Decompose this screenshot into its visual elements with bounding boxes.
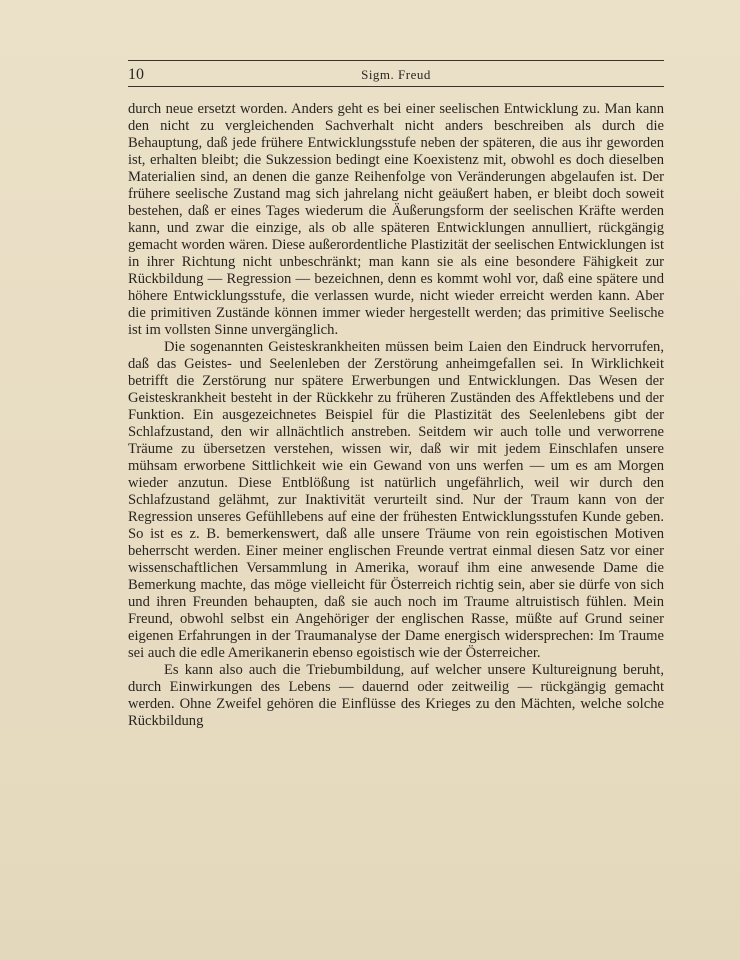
header-rule-top <box>128 60 664 61</box>
page-number: 10 <box>128 66 144 83</box>
running-title: Sigm. Freud <box>361 67 431 82</box>
body-text <box>128 101 664 730</box>
paragraph: Es kann also auch die Triebumbildung, auf welcher unsere Kultureignung beruht, durch Einwirkungen des Lebens — dauernd oder zeitweilig — rückgängig gemacht werden. Ohne Zweifel gehören die Einflüsse des Krieges zu den Mächten, welche solche Rückbildung <box>128 662 664 729</box>
paragraph: durch neue ersetzt worden. Anders geht es bei einer seelischen Entwicklung zu. Man kann den nicht zu vergleichenden Sachverhalt nicht anders beschreiben als durch die Behauptung, daß jede frühere Entwicklungsstufe neben der späteren, die aus ihr geworden ist, erhalten bleibt; die Sukzession bedingt eine Koexistenz mit, obwohl es doch dieselben Materialien sind, an denen die ganze Reihenfolge von Veränderungen abgelaufen ist. Der frühere seelische Zustand mag sich jahrelang nicht geäußert haben, er bleibt doch soweit bestehen, daß er eines Tages wiederum die Äußerungsform der seelischen Kräfte werden kann, und zwar die einzige, als ob alle späteren Entwicklungen annulliert, rückgängig gemacht worden wären. Diese außerordentliche Plastizität der seelischen Entwicklungen ist in ihrer Richtung nicht unbeschränkt; man kann sie als eine besondere Fähigkeit zur Rückbildung — Regression — bezeichnen, denn es kommt wohl vor, daß eine spätere und höhere Entwicklungsstufe, die verlassen wurde, nicht wieder erreicht werden kann. Aber die primitiven Zustände können immer wieder hergestellt werden; das primitive Seelische ist im vollsten Sinne unvergänglich. <box>128 101 664 338</box>
paragraph: Die sogenannten Geisteskrankheiten müssen beim Laien den Eindruck hervorrufen, daß das Geistes- und Seelenleben der Zerstörung anheimgefallen sei. In Wirklichkeit betrifft die Zerstörung nur spätere Erwerbungen und Entwicklungen. Das Wesen der Geisteskrankheit besteht in der Rückkehr zu früheren Zuständen des Affektlebens und der Funktion. Ein ausgezeichnetes Beispiel für die Plastizität des Seelenlebens gibt der Schlafzustand, den wir allnächtlich anstreben. Seitdem wir auch tolle und verworrene Träume zu übersetzen verstehen, wissen wir, daß wir mit jedem Einschlafen unsere mühsam erworbene Sittlichkeit wie ein Gewand von uns werfen — um es am Morgen wieder anzutun. Diese Entblößung ist natürlich ungefährlich, weil wir durch den Schlafzustand gelähmt, zur Inaktivität verurteilt sind. Nur der Traum kann von der Regression unseres Gefühllebens auf eine der frühesten Entwicklungsstufen Kunde geben. So ist es z. B. bemerkenswert, daß alle unsere Träume von rein egoistischen Motiven beherrscht werden. Einer meiner englischen Freunde vertrat einmal diesen Satz vor einer wissenschaftlichen Versammlung in Amerika, worauf ihm eine anwesende Dame die Bemerkung machte, das möge vielleicht für Österreich richtig sein, aber sie dürfe von sich und ihren Freunden behaupten, daß sie auch noch im Traume altruistisch fühlen. Mein Freund, obwohl selbst ein Angehöriger der englischen Rasse, müßte auf Grund seiner eigenen Erfahrungen in der Traumanalyse der Dame energisch widersprechen: Im Traume sei auch die edle Amerikanerin ebenso egoistisch wie der Österreicher. <box>128 339 664 661</box>
header-rule-bottom <box>128 86 664 87</box>
page-header <box>128 62 664 86</box>
